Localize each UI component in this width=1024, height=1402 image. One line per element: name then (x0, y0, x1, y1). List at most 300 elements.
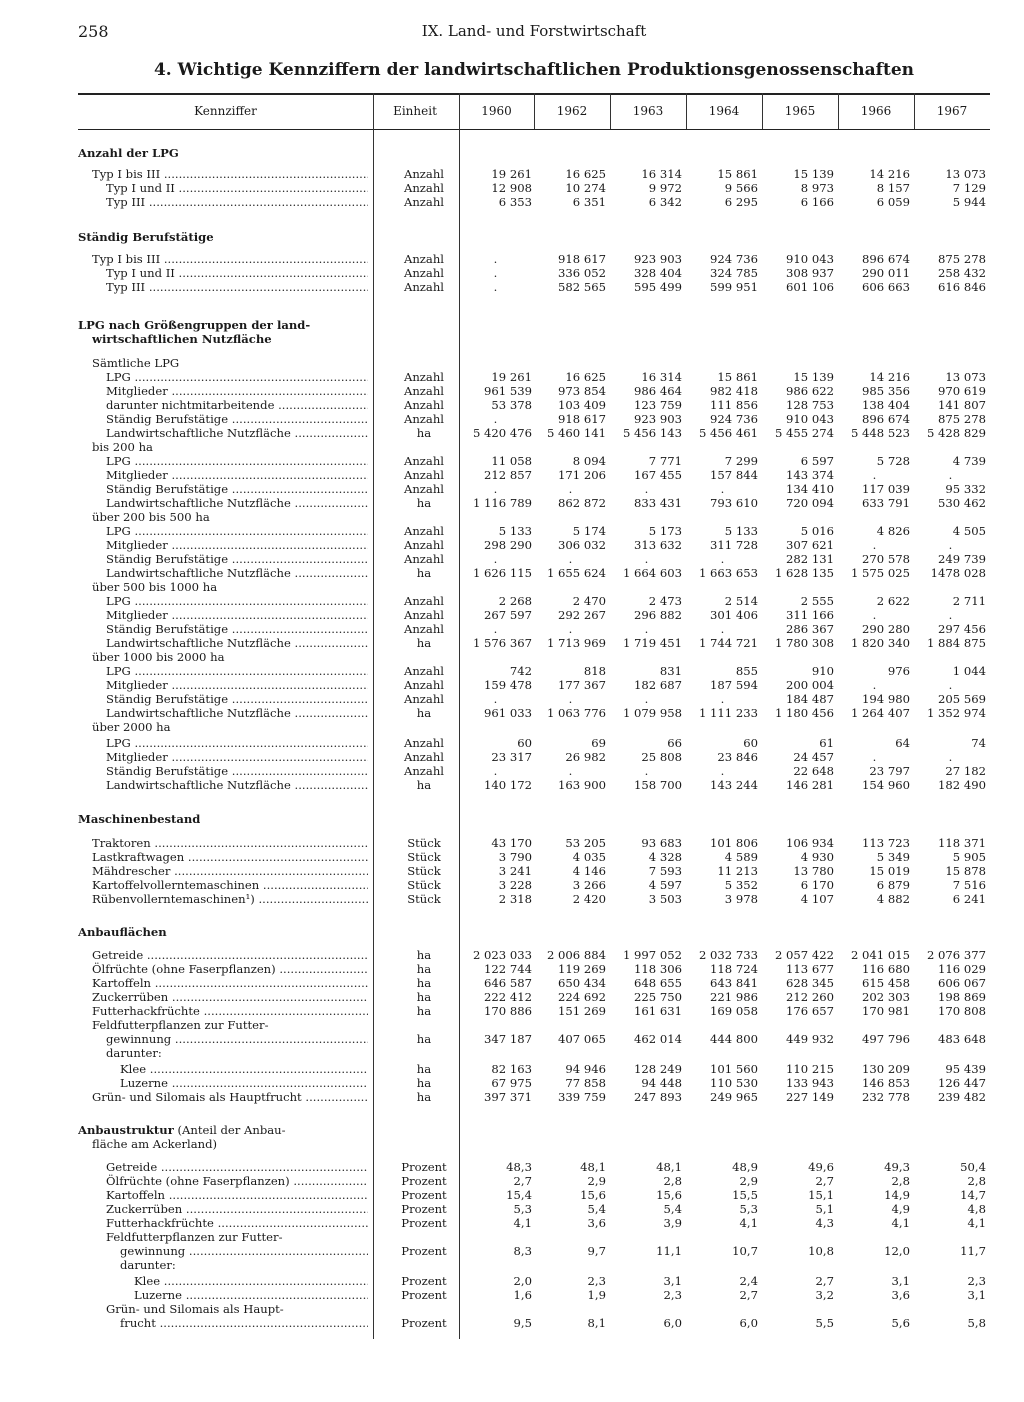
value-cell: 222 412 (484, 990, 532, 1004)
value-cell: 103 409 (558, 398, 606, 412)
value-cell: 118 371 (938, 836, 986, 850)
row-label: Ständig Berufstätige ..... (106, 482, 368, 496)
value-cell: 8 094 (572, 454, 606, 468)
table-row (78, 1316, 990, 1330)
value-cell: 8 973 (800, 181, 834, 195)
unit-cell: Anzahl (403, 454, 445, 468)
unit-cell: Anzahl (403, 482, 445, 496)
unit-cell: Prozent (401, 1202, 447, 1216)
table-row (78, 736, 990, 750)
column-header-year: 1962 (556, 104, 588, 118)
value-cell: 2 514 (724, 594, 758, 608)
unit-cell: Prozent (401, 1244, 447, 1258)
value-cell: 26 982 (565, 750, 606, 764)
value-cell: 163 900 (558, 778, 606, 792)
value-cell: 5,3 (513, 1202, 532, 1216)
value-cell: . (720, 764, 725, 778)
value-cell: 16 314 (641, 370, 682, 384)
value-cell: 3,6 (891, 1288, 910, 1302)
value-cell: 444 800 (710, 1032, 758, 1046)
value-cell: 239 482 (938, 1090, 986, 1104)
value-cell: 60 (743, 736, 758, 750)
row-label: darunter: (106, 1046, 162, 1060)
value-cell: 2 076 377 (926, 948, 986, 962)
value-cell: 19 261 (491, 167, 532, 181)
value-cell: 4 107 (800, 892, 834, 906)
value-cell: 4,1 (739, 1216, 758, 1230)
value-cell: 2,0 (513, 1274, 532, 1288)
value-cell: 855 (735, 664, 758, 678)
row-label: Landwirtschaftliche Nutzfläche ..... (106, 636, 368, 650)
value-cell: 110 530 (710, 1076, 758, 1090)
value-cell: . (872, 750, 877, 764)
value-cell: 924 736 (710, 252, 758, 266)
value-cell: 910 043 (786, 412, 834, 426)
value-cell: 3,6 (587, 1216, 606, 1230)
value-cell: 1 713 969 (546, 636, 606, 650)
value-cell: 16 625 (565, 370, 606, 384)
value-cell: 23 846 (717, 750, 758, 764)
value-cell: 4 882 (876, 892, 910, 906)
value-cell: 249 965 (710, 1090, 758, 1104)
value-cell: 6 342 (648, 195, 682, 209)
unit-cell: Anzahl (403, 468, 445, 482)
section-heading-row (78, 925, 990, 939)
value-cell: 1 111 233 (698, 706, 758, 720)
value-cell: 6 597 (800, 454, 834, 468)
table-row (78, 622, 990, 636)
table-row (78, 948, 990, 962)
row-label: Getreide ..... (106, 1160, 368, 1174)
value-cell: 23 797 (869, 764, 910, 778)
value-cell: 9,5 (513, 1316, 532, 1330)
value-cell: . (720, 692, 725, 706)
value-cell: 111 856 (710, 398, 758, 412)
row-label: Grün- und Silomais als Haupt- (106, 1302, 284, 1316)
value-cell: 1,6 (513, 1288, 532, 1302)
value-cell: . (948, 468, 953, 482)
value-cell: 5,4 (587, 1202, 606, 1216)
value-cell: 301 406 (710, 608, 758, 622)
value-cell: 11,1 (656, 1244, 682, 1258)
row-label: gewinnung ..... (120, 1244, 368, 1258)
header-column-separator (373, 93, 374, 129)
column-header-year: 1967 (936, 104, 968, 118)
value-cell: 154 960 (862, 778, 910, 792)
unit-cell: Stück (407, 836, 441, 850)
header-column-separator (914, 93, 915, 129)
header-column-separator (459, 93, 460, 129)
unit-cell: Anzahl (403, 167, 445, 181)
value-cell: 2 473 (648, 594, 682, 608)
table-row (78, 678, 990, 692)
value-cell: . (568, 482, 573, 496)
value-cell: . (948, 608, 953, 622)
value-cell: 224 692 (558, 990, 606, 1004)
label-row (78, 440, 990, 454)
value-cell: 5 460 141 (546, 426, 606, 440)
value-cell: 170 886 (484, 1004, 532, 1018)
value-cell: 1478 028 (930, 566, 986, 580)
unit-cell: Anzahl (403, 524, 445, 538)
value-cell: 2 268 (498, 594, 532, 608)
row-label: LPG ..... (106, 524, 368, 538)
value-cell: 11 058 (491, 454, 532, 468)
table-row (78, 398, 990, 412)
value-cell: 5 173 (648, 524, 682, 538)
table-row (78, 524, 990, 538)
value-cell: 633 791 (862, 496, 910, 510)
value-cell: 982 418 (710, 384, 758, 398)
table-column-rule (459, 129, 460, 1339)
row-label: Mitglieder ..... (106, 678, 368, 692)
row-label: LPG ..... (106, 370, 368, 384)
value-cell: . (644, 692, 649, 706)
value-cell: 2,7 (739, 1288, 758, 1302)
value-cell: 1 264 407 (850, 706, 910, 720)
value-cell: 298 290 (484, 538, 532, 552)
row-label: fläche am Ackerland) (92, 1137, 218, 1151)
value-cell: 14,7 (960, 1188, 986, 1202)
table-row (78, 1288, 990, 1302)
unit-cell: Anzahl (403, 736, 445, 750)
value-cell: 2 470 (572, 594, 606, 608)
value-cell: 14 216 (869, 370, 910, 384)
section-heading: Anbauflächen (78, 925, 167, 939)
value-cell: 582 565 (558, 280, 606, 294)
value-cell: 3 266 (572, 878, 606, 892)
value-cell: 4,1 (891, 1216, 910, 1230)
value-cell: 5 174 (572, 524, 606, 538)
unit-cell: ha (416, 990, 432, 1004)
header-column-separator (534, 93, 535, 129)
table-row (78, 764, 990, 778)
value-cell: 232 778 (862, 1090, 910, 1104)
value-cell: 5,8 (967, 1316, 986, 1330)
value-cell: 177 367 (558, 678, 606, 692)
value-cell: 77 858 (565, 1076, 606, 1090)
value-cell: 1 663 653 (698, 566, 758, 580)
value-cell: 15,6 (580, 1188, 606, 1202)
table-row (78, 750, 990, 764)
table-row (78, 181, 990, 195)
value-cell: 82 163 (491, 1062, 532, 1076)
value-cell: 286 367 (786, 622, 834, 636)
value-cell: 15 861 (717, 370, 758, 384)
value-cell: 5 016 (800, 524, 834, 538)
value-cell: 126 447 (938, 1076, 986, 1090)
row-label: Kartoffeln ..... (106, 1188, 368, 1202)
table-row (78, 552, 990, 566)
row-label: gewinnung ..... (106, 1032, 368, 1046)
value-cell: 339 759 (558, 1090, 606, 1104)
table-row (78, 1004, 990, 1018)
row-label: Kartoffeln ..... (92, 976, 368, 990)
unit-cell: Anzahl (403, 384, 445, 398)
table-row (78, 195, 990, 209)
value-cell: 94 448 (641, 1076, 682, 1090)
row-label: Mitglieder ..... (106, 384, 368, 398)
value-cell: 1 820 340 (850, 636, 910, 650)
row-label: Luzerne ..... (120, 1076, 368, 1090)
table-row (78, 636, 990, 650)
value-cell: 397 371 (484, 1090, 532, 1104)
value-cell: 169 058 (710, 1004, 758, 1018)
value-cell: 2 006 884 (546, 948, 606, 962)
value-cell: 8,3 (513, 1244, 532, 1258)
table-row (78, 1244, 990, 1258)
value-cell: 123 759 (634, 398, 682, 412)
table-row (78, 1202, 990, 1216)
value-cell: 16 625 (565, 167, 606, 181)
row-label: Ölfrüchte (ohne Faserpflanzen) ..... (92, 962, 368, 976)
row-label: über 1000 bis 2000 ha (92, 650, 225, 664)
value-cell: 2,3 (663, 1288, 682, 1302)
value-cell: 1 744 721 (698, 636, 758, 650)
value-cell: . (872, 678, 877, 692)
column-header-einheit: Einheit (393, 104, 437, 118)
section-heading: wirtschaftlichen Nutzfläche (92, 332, 272, 346)
value-cell: 60 (517, 736, 532, 750)
unit-cell: Stück (407, 850, 441, 864)
table-row (78, 566, 990, 580)
value-cell: 3,1 (663, 1274, 682, 1288)
value-cell: 324 785 (710, 266, 758, 280)
page-number: 258 (78, 22, 109, 41)
value-cell: 69 (591, 736, 606, 750)
value-cell: 5 456 143 (622, 426, 682, 440)
value-cell: 13 073 (945, 370, 986, 384)
row-label: Landwirtschaftliche Nutzfläche ..... (106, 496, 368, 510)
value-cell: 49,6 (808, 1160, 834, 1174)
value-cell: 9,7 (587, 1244, 606, 1258)
value-cell: 833 431 (634, 496, 682, 510)
value-cell: 48,9 (732, 1160, 758, 1174)
value-cell: 5 448 523 (850, 426, 910, 440)
value-cell: . (644, 482, 649, 496)
value-cell: 8,1 (587, 1316, 606, 1330)
value-cell: 176 657 (786, 1004, 834, 1018)
value-cell: 296 882 (634, 608, 682, 622)
label-row (78, 1258, 990, 1272)
value-cell: 4,9 (891, 1202, 910, 1216)
value-cell: 53 205 (565, 836, 606, 850)
label-row (78, 1137, 990, 1151)
value-cell: 2 318 (498, 892, 532, 906)
unit-cell: Anzahl (403, 252, 445, 266)
value-cell: 336 052 (558, 266, 606, 280)
value-cell: . (493, 266, 498, 280)
value-cell: 6 353 (498, 195, 532, 209)
unit-cell: ha (416, 1062, 432, 1076)
unit-cell: ha (416, 496, 432, 510)
value-cell: 1 997 052 (622, 948, 682, 962)
value-cell: 205 569 (938, 692, 986, 706)
row-label: Lastkraftwagen ..... (92, 850, 368, 864)
value-cell: 212 857 (484, 468, 532, 482)
value-cell: 875 278 (938, 412, 986, 426)
value-cell: 1 655 624 (546, 566, 606, 580)
row-label: Mitglieder ..... (106, 468, 368, 482)
value-cell: 7 129 (952, 181, 986, 195)
unit-cell: Prozent (401, 1316, 447, 1330)
value-cell: 247 893 (634, 1090, 682, 1104)
value-cell: 140 172 (484, 778, 532, 792)
row-label: Typ I und II ..... (106, 181, 368, 195)
value-cell: 1 664 603 (622, 566, 682, 580)
label-row (78, 580, 990, 594)
value-cell: . (493, 482, 498, 496)
value-cell: 742 (509, 664, 532, 678)
section-heading-row (78, 230, 990, 244)
value-cell: 6 241 (952, 892, 986, 906)
value-cell: 5,6 (891, 1316, 910, 1330)
column-header-year: 1964 (708, 104, 740, 118)
value-cell: 12,0 (884, 1244, 910, 1258)
value-cell: 2,7 (815, 1174, 834, 1188)
value-cell: . (568, 552, 573, 566)
value-cell: 182 687 (634, 678, 682, 692)
value-cell: 159 478 (484, 678, 532, 692)
value-cell: 249 739 (938, 552, 986, 566)
value-cell: 2 041 015 (850, 948, 910, 962)
value-cell: 606 067 (938, 976, 986, 990)
value-cell: 646 587 (484, 976, 532, 990)
table-row (78, 482, 990, 496)
value-cell: 6 351 (572, 195, 606, 209)
value-cell: 1 780 308 (774, 636, 834, 650)
value-cell: 116 029 (938, 962, 986, 976)
value-cell: 143 374 (786, 468, 834, 482)
value-cell: 74 (971, 736, 986, 750)
value-cell: 3,1 (891, 1274, 910, 1288)
value-cell: 101 806 (710, 836, 758, 850)
value-cell: 11,7 (960, 1244, 986, 1258)
unit-cell: Prozent (401, 1216, 447, 1230)
value-cell: 2,9 (739, 1174, 758, 1188)
table-row (78, 370, 990, 384)
value-cell: 15 019 (869, 864, 910, 878)
value-cell: 143 244 (710, 778, 758, 792)
value-cell: 23 317 (491, 750, 532, 764)
value-cell: 720 094 (786, 496, 834, 510)
value-cell: 290 011 (862, 266, 910, 280)
value-cell: . (872, 608, 877, 622)
header-column-separator (686, 93, 687, 129)
value-cell: 595 499 (634, 280, 682, 294)
value-cell: 1 628 135 (774, 566, 834, 580)
row-label: Ständig Berufstätige ..... (106, 764, 368, 778)
value-cell: 2,8 (891, 1174, 910, 1188)
value-cell: 225 750 (634, 990, 682, 1004)
value-cell: 793 610 (710, 496, 758, 510)
unit-cell: Anzahl (403, 664, 445, 678)
value-cell: 134 410 (786, 482, 834, 496)
value-cell: . (720, 552, 725, 566)
value-cell: 10 274 (565, 181, 606, 195)
unit-cell: Anzahl (403, 412, 445, 426)
row-label: Ölfrüchte (ohne Faserpflanzen) ..... (106, 1174, 368, 1188)
value-cell: 328 404 (634, 266, 682, 280)
value-cell: 5,5 (815, 1316, 834, 1330)
value-cell: 24 457 (793, 750, 834, 764)
value-cell: 1 884 875 (926, 636, 986, 650)
table-row (78, 692, 990, 706)
value-cell: 4 826 (876, 524, 910, 538)
row-label: Ständig Berufstätige ..... (106, 692, 368, 706)
value-cell: 5 428 829 (926, 426, 986, 440)
value-cell: 157 844 (710, 468, 758, 482)
value-cell: 25 808 (641, 750, 682, 764)
unit-cell: ha (416, 1004, 432, 1018)
unit-cell: Anzahl (403, 750, 445, 764)
unit-cell: ha (416, 976, 432, 990)
value-cell: 94 946 (565, 1062, 606, 1076)
value-cell: 311 166 (786, 608, 834, 622)
row-label: Getreide ..... (92, 948, 368, 962)
table-row (78, 1274, 990, 1288)
value-cell: 862 872 (558, 496, 606, 510)
row-label: Feldfutterpflanzen zur Futter- (106, 1230, 283, 1244)
row-label: Mähdrescher ..... (92, 864, 368, 878)
row-label: über 500 bis 1000 ha (92, 580, 218, 594)
value-cell: . (872, 468, 877, 482)
table-row (78, 706, 990, 720)
value-cell: 200 004 (786, 678, 834, 692)
value-cell: 198 869 (938, 990, 986, 1004)
value-cell: 628 345 (786, 976, 834, 990)
value-cell: 171 206 (558, 468, 606, 482)
unit-cell: Prozent (401, 1174, 447, 1188)
table-row (78, 266, 990, 280)
value-cell: 110 215 (786, 1062, 834, 1076)
table-row (78, 280, 990, 294)
row-label: Landwirtschaftliche Nutzfläche ..... (106, 706, 368, 720)
unit-cell: Anzahl (403, 764, 445, 778)
row-label: über 2000 ha (92, 720, 171, 734)
unit-cell: Anzahl (403, 552, 445, 566)
row-label: Typ III ..... (106, 195, 368, 209)
header-column-separator (610, 93, 611, 129)
value-cell: 5 728 (876, 454, 910, 468)
value-cell: . (568, 622, 573, 636)
row-label: Klee ..... (134, 1274, 368, 1288)
table-title: 4. Wichtige Kennziffern der landwirtschaftlichen Produktionsgenossenschaften (153, 60, 915, 80)
unit-cell: Anzahl (403, 538, 445, 552)
value-cell: 616 846 (938, 280, 986, 294)
value-cell: 227 149 (786, 1090, 834, 1104)
value-cell: 3 978 (724, 892, 758, 906)
value-cell: 5 133 (724, 524, 758, 538)
value-cell: 16 314 (641, 167, 682, 181)
table-row (78, 1160, 990, 1174)
table-row (78, 864, 990, 878)
value-cell: . (568, 764, 573, 778)
row-label: Zuckerrüben ..... (92, 990, 368, 1004)
value-cell: 2 057 422 (774, 948, 834, 962)
value-cell: 601 106 (786, 280, 834, 294)
value-cell: 2,9 (587, 1174, 606, 1188)
value-cell: 5 420 476 (472, 426, 532, 440)
table-row (78, 412, 990, 426)
value-cell: 910 (811, 664, 834, 678)
value-cell: 3 790 (498, 850, 532, 864)
unit-cell: ha (416, 1076, 432, 1090)
row-label: Landwirtschaftliche Nutzfläche ..... (106, 566, 368, 580)
value-cell: 118 306 (634, 962, 682, 976)
value-cell: 5 944 (952, 195, 986, 209)
value-cell: 15 861 (717, 167, 758, 181)
